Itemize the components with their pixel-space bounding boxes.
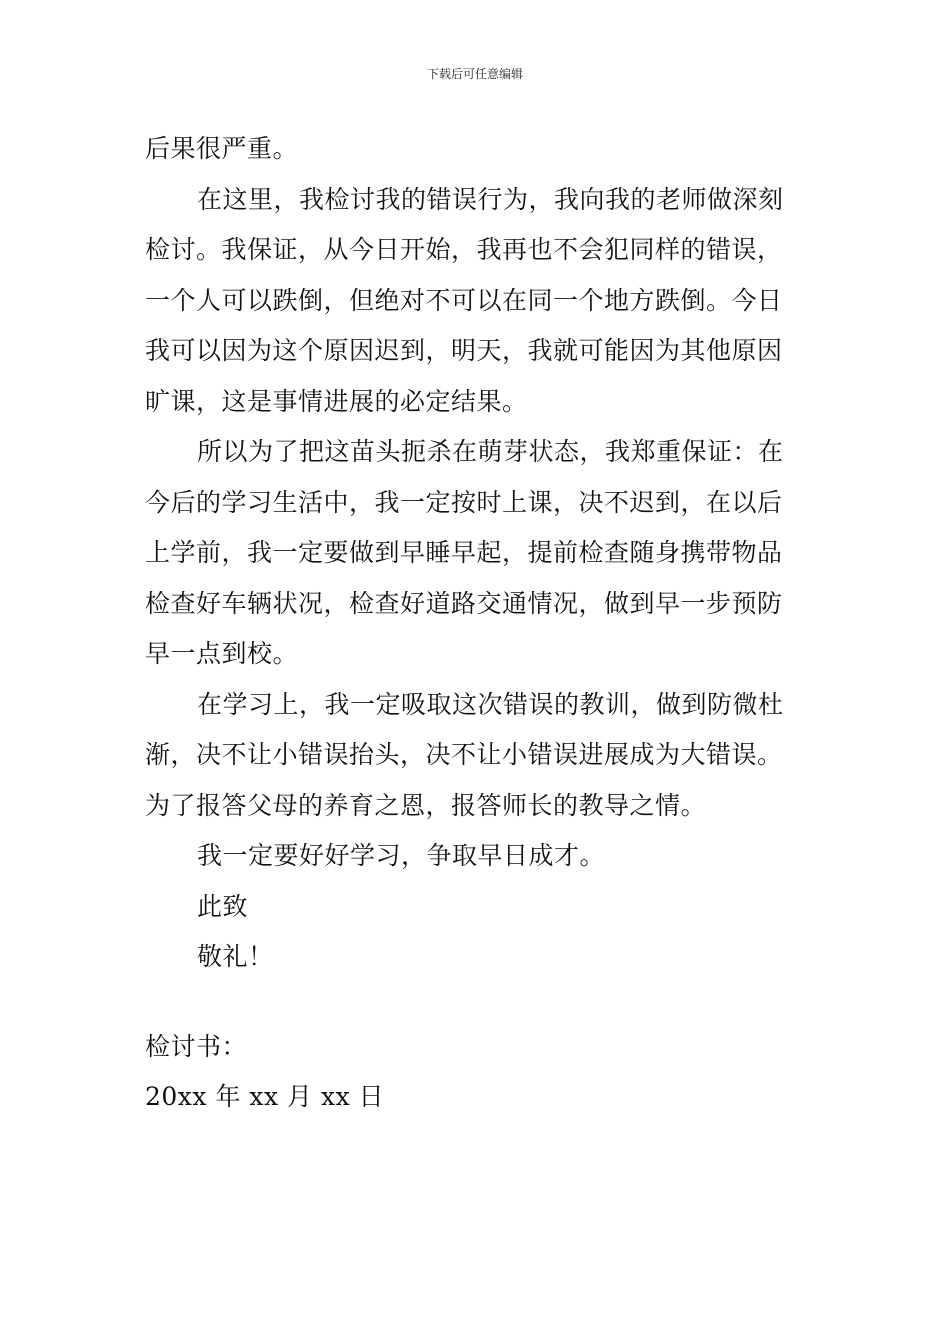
salutation-line: 敬礼！: [197, 942, 274, 971]
signature-label: 检讨书：: [145, 1032, 248, 1061]
body-line: 为了报答父母的养育之恩，报答师长的教导之情。: [145, 790, 707, 820]
body-line: 检查好车辆状况，检查好道路交通情况，做到早一步预防: [145, 588, 783, 618]
body-line: 上学前，我一定要做到早睡早起，提前检查随身携带物品: [145, 538, 783, 567]
body-line: 今后的学习生活中，我一定按时上课，决不迟到，在以后: [145, 487, 783, 517]
body-line: 检讨。我保证，从今日开始，我再也不会犯同样的错误，: [145, 235, 783, 264]
page-header: 下载后可任意编辑: [426, 67, 523, 81]
paragraph-start-line: 在这里，我检讨我的错误行为，我向我的老师做深刻: [197, 184, 784, 214]
paragraph-start-line: 我一定要好好学习，争取早日成才。: [197, 841, 606, 870]
body-line: 一个人可以跌倒，但绝对不可以在同一个地方跌倒。今日: [145, 285, 783, 315]
letter-body: [145, 124, 810, 983]
body-line: 早一点到校。: [145, 639, 299, 668]
paragraph-start-line: 在学习上，我一定吸取这次错误的教训，做到防微杜: [197, 689, 784, 719]
body-line: 旷课，这是事情进展的必定结果。: [145, 386, 528, 416]
signature-block: [145, 1022, 810, 1122]
closing-line: 此致: [197, 891, 249, 921]
signature-date: 20xx 年 xx 月 xx 日: [145, 1082, 385, 1111]
body-line: 后果很严重。: [145, 134, 299, 163]
body-line: 我可以因为这个原因迟到，明天，我就可能因为其他原因: [145, 336, 783, 365]
body-line: 渐，决不让小错误抬头，决不让小错误进展成为大错误。: [145, 740, 783, 769]
paragraph-start-line: 所以为了把这苗头扼杀在萌芽状态，我郑重保证：在: [197, 437, 784, 466]
